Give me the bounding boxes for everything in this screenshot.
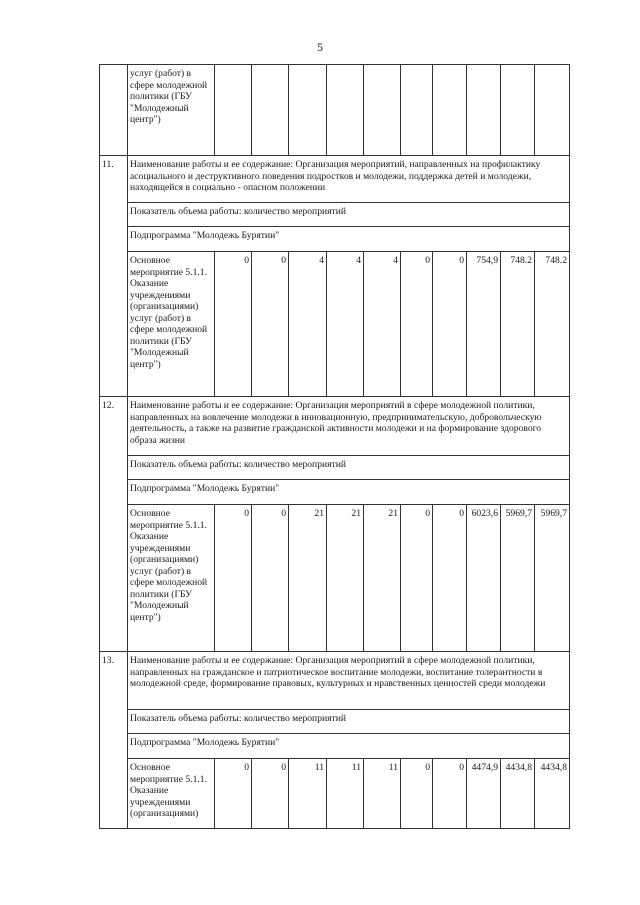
value-cell: 0 [401,252,433,397]
value-cell: 0 [401,759,433,829]
indicator-row [100,203,570,227]
value-cell: 0 [215,759,252,829]
value-cell: 754,9 [467,252,501,397]
subprogram-row [100,734,570,759]
value-cell: 21 [327,505,364,652]
value-cell: 21 [289,505,327,652]
value-cell: 0 [401,505,433,652]
subprogram-row [100,480,570,505]
value-cell: 11 [327,759,364,829]
volume-indicator: Показатель объема работы: количество мероприятий [128,710,570,734]
work-name: Наименование работы и ее содержание: Организация мероприятий в сфере молодежной политики, направленных на гражданское и патриотическое воспитание молодежи, воспитание толерантности в молодежной среде, формирование правовых, культурных и нравственных ценностей среди молодежи [128,652,570,710]
section-number: 11. [100,156,128,397]
data-row [100,759,570,829]
value-cell: 5969,7 [501,505,535,652]
data-row [100,252,570,397]
section-header-row [100,652,570,710]
work-name: Наименование работы и ее содержание: Организация мероприятий в сфере молодежной политики, направленных на вовлечение молодежи в инновационную, предпринимательскую, добровольческую деятельность, а также на развитие гражданской активности молодежи и на формирование здорового образа жизни [128,397,570,456]
value-cell: 4434,8 [535,759,570,829]
value-cell: 5969,7 [535,505,570,652]
value-cell: 4 [327,252,364,397]
section-number: 13. [100,652,128,829]
indicator-row [100,456,570,480]
value-cell: 748.2 [501,252,535,397]
row-number-cell [100,65,128,156]
value-cell: 0 [252,252,289,397]
value-cell: 4474,9 [467,759,501,829]
volume-indicator: Показатель объема работы: количество мероприятий [128,456,570,480]
work-name: Наименование работы и ее содержание: Организация мероприятий, направленных на профилактику асоциального и деструктивного поведения подростков и молодежи, поддержка детей и молодежи, находящейся в социально - опасном положении [128,156,570,203]
indicator-row [100,710,570,734]
measure-description: Основное мероприятие 5.1.1. Оказание учреждениями (организациями) услуг (работ) в сфере молодежной политики (ГБУ "Молодежный центр") [128,252,215,397]
subprogram-title: Подпрограмма "Молодежь Бурятии" [128,227,570,252]
subprogram-title: Подпрограмма "Молодежь Бурятии" [128,480,570,505]
measure-description: Основное мероприятие 5.1.1. Оказание учреждениями (организациями) услуг (работ) в сфере молодежной политики (ГБУ "Молодежный центр") [128,505,215,652]
value-cell: 4 [289,252,327,397]
section-number: 12. [100,397,128,652]
measure-description: Основное мероприятие 5.1.1. Оказание учреждениями (организациями) [128,759,215,829]
value-cell: 0 [252,505,289,652]
subprogram-title: Подпрограмма "Молодежь Бурятии" [128,734,570,759]
value-cell: 0 [252,759,289,829]
value-cell: 11 [364,759,401,829]
value-cell: 0 [433,505,467,652]
work-volume-table [99,64,570,829]
value-cell: 4434,8 [501,759,535,829]
section-header-row [100,397,570,456]
value-cell: 11 [289,759,327,829]
page-number: 5 [317,40,323,54]
value-cell: 21 [364,505,401,652]
data-row [100,505,570,652]
measure-description: услуг (работ) в сфере молодежной политики (ГБУ "Молодежный центр") [128,65,215,156]
section-header-row [100,156,570,203]
subprogram-row [100,227,570,252]
table-row [100,65,570,156]
value-cell: 0 [433,252,467,397]
value-cell: 0 [433,759,467,829]
value-cell: 6023,6 [467,505,501,652]
value-cell: 4 [364,252,401,397]
volume-indicator: Показатель объема работы: количество мероприятий [128,203,570,227]
value-cell: 748.2 [535,252,570,397]
value-cell: 0 [215,505,252,652]
value-cell: 0 [215,252,252,397]
